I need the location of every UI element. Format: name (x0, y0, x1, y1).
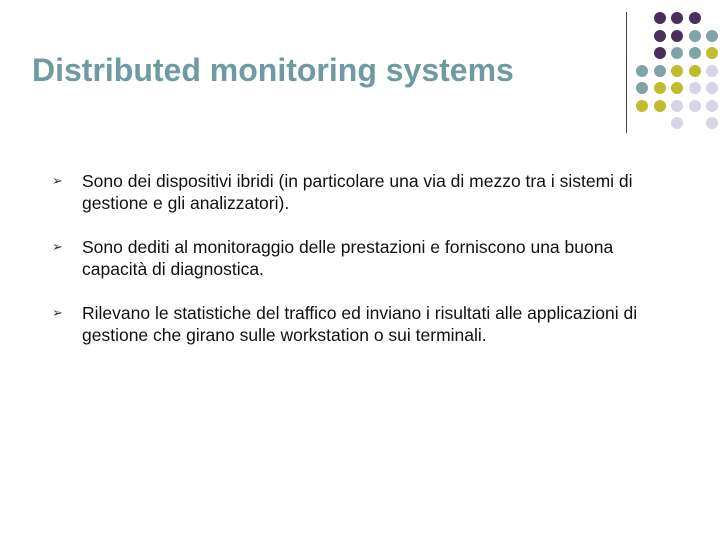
decorative-dot (706, 117, 718, 129)
decorative-dot (689, 30, 701, 42)
decorative-dot (706, 82, 718, 94)
decorative-dot (671, 12, 683, 24)
decorative-dot (689, 47, 701, 59)
bullet-list (52, 170, 652, 368)
decorative-dot (654, 12, 666, 24)
decorative-dot (671, 30, 683, 42)
decorative-dot (654, 47, 666, 59)
decorative-dot (689, 65, 701, 77)
list-item (52, 170, 652, 214)
decorative-dot (671, 82, 683, 94)
decorative-dot (689, 100, 701, 112)
decorative-dot (706, 65, 718, 77)
decorative-dot (636, 65, 648, 77)
decorative-dot (671, 117, 683, 129)
arrow-bullet-icon: ➢ (52, 240, 63, 255)
decorative-dot (654, 30, 666, 42)
decorative-dot (671, 47, 683, 59)
decorative-dot (636, 82, 648, 94)
decorative-dot (689, 82, 701, 94)
list-item (52, 236, 652, 280)
list-item (52, 302, 652, 346)
decorative-dot (654, 65, 666, 77)
decorative-dot (654, 100, 666, 112)
bullet-text: Sono dei dispositivi ibridi (in particolare una via di mezzo tra i sistemi di gestione e gli analizzatori). (82, 171, 633, 213)
arrow-bullet-icon: ➢ (52, 174, 63, 189)
bullet-text: Sono dediti al monitoraggio delle prestazioni e forniscono una buona capacità di diagnostica. (82, 237, 614, 279)
decorative-dot (671, 100, 683, 112)
decorative-dot (706, 47, 718, 59)
decorative-dot (689, 12, 701, 24)
decorative-dot (636, 100, 648, 112)
decorative-dot (706, 100, 718, 112)
decorative-dot (706, 30, 718, 42)
decorative-dot (671, 65, 683, 77)
decorative-dot-grid (0, 0, 720, 140)
decorative-dot (654, 82, 666, 94)
arrow-bullet-icon: ➢ (52, 306, 63, 321)
bullet-text: Rilevano le statistiche del traffico ed inviano i risultati alle applicazioni di gestione che girano sulle workstation o sui terminali. (82, 303, 638, 345)
slide-title: Distributed monitoring systems (32, 52, 514, 88)
